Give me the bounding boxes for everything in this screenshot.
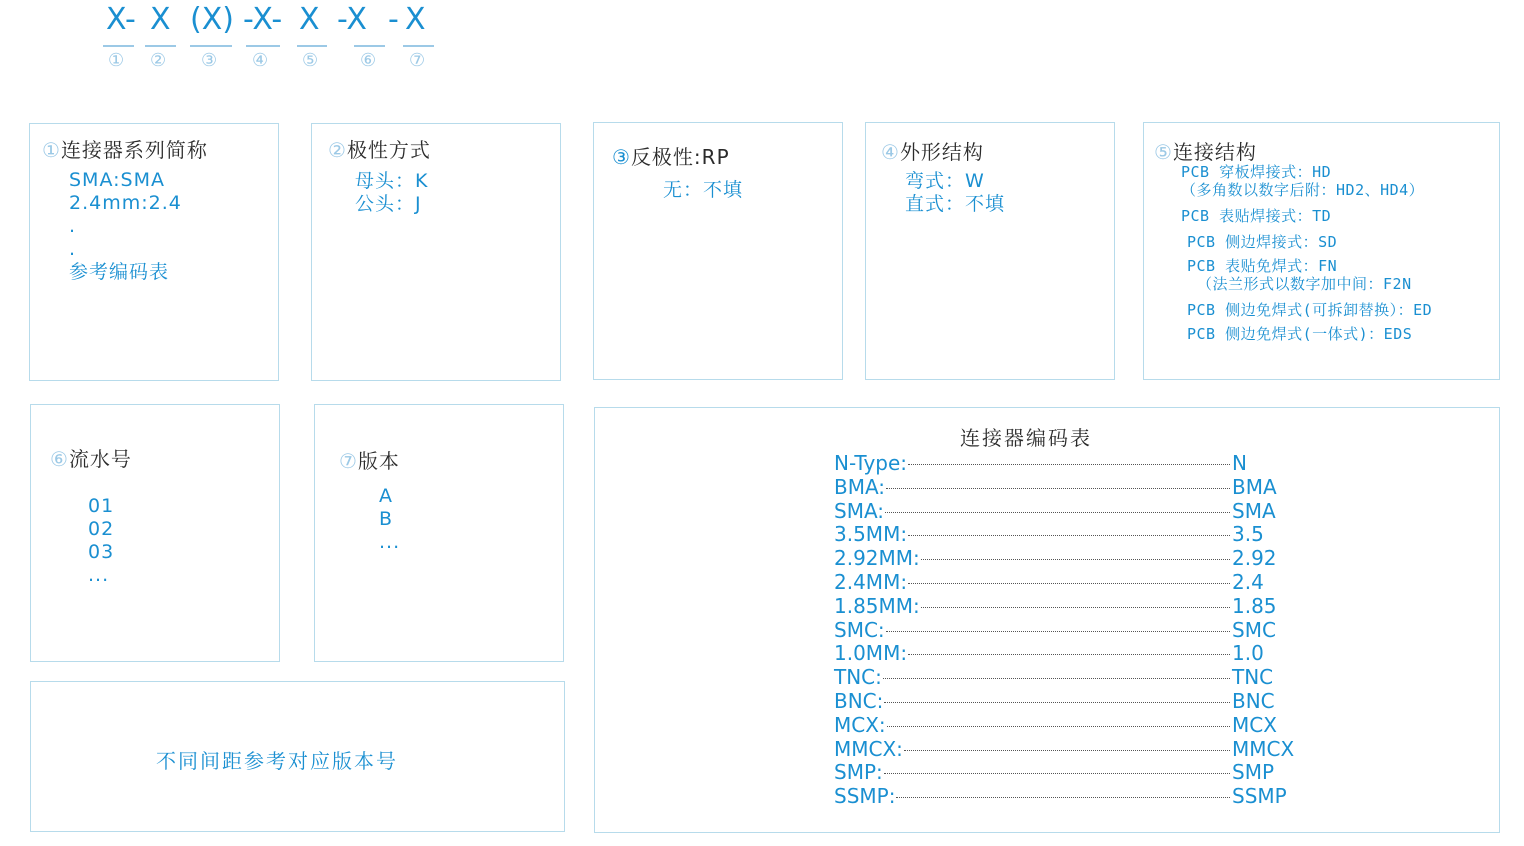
dotted-leader <box>908 535 1230 536</box>
segment-number-6: ⑥ <box>360 50 377 71</box>
card-title <box>1154 136 1257 165</box>
pattern-segment-6: -X <box>337 2 367 37</box>
circled-number: ⑦ <box>339 449 358 473</box>
underline-5 <box>297 45 327 47</box>
code-table-row <box>834 475 1304 499</box>
code-table-row <box>834 499 1304 523</box>
dotted-leader <box>885 512 1230 513</box>
body-line: （多角数以数字后附：HD2、HD4） <box>1181 181 1425 199</box>
body-line: ... <box>88 564 110 586</box>
body-line: 03 <box>88 541 115 563</box>
connector-code: MCX <box>1232 712 1277 737</box>
code-table-row <box>834 713 1304 737</box>
card-body <box>379 485 400 554</box>
card-title <box>50 443 132 472</box>
circled-number: ⑤ <box>1154 140 1173 164</box>
body-line: 02 <box>88 518 115 540</box>
card-title-text: 流水号 <box>68 447 132 471</box>
body-line: B <box>379 508 394 530</box>
body-line: 公头：J <box>355 193 422 215</box>
circled-number: ⑥ <box>50 447 69 471</box>
body-line: PCB 表贴焊接式：TD <box>1181 207 1332 225</box>
pattern-segment-7: - <box>388 2 399 37</box>
circled-number: ① <box>42 138 61 162</box>
dotted-leader <box>908 583 1230 584</box>
pattern-segment-8: X <box>405 2 426 37</box>
connector-code: 3.5 <box>1232 522 1264 547</box>
underline-7 <box>403 45 434 47</box>
code-table-row <box>834 618 1304 642</box>
code-table-row <box>834 451 1304 475</box>
body-line: PCB 表贴免焊式：FN <box>1187 257 1338 275</box>
underline-6 <box>354 45 385 47</box>
connector-code: BMA <box>1232 474 1277 499</box>
body-line: 直式：不填 <box>905 193 1006 215</box>
version-note-card <box>30 681 565 832</box>
serial-number-card <box>30 404 280 662</box>
connector-code: SMA <box>1232 498 1276 523</box>
card-body <box>69 169 182 284</box>
segment-number-1: ① <box>108 50 125 71</box>
dotted-leader <box>904 750 1230 751</box>
connector-code: SMP <box>1232 760 1275 785</box>
card-title-text: 连接结构 <box>1172 140 1257 164</box>
connector-code: BNC <box>1232 689 1275 713</box>
connector-name: SMP: <box>834 760 883 785</box>
dotted-leader <box>908 654 1230 655</box>
card-title <box>328 134 431 163</box>
connector-name: SMA: <box>834 498 885 523</box>
body-line: A <box>379 485 393 507</box>
code-table-row <box>834 784 1304 808</box>
shape-structure-card <box>865 122 1115 380</box>
dotted-leader <box>884 702 1230 703</box>
body-line: 01 <box>88 495 115 517</box>
connector-name: TNC: <box>834 665 882 690</box>
card-title <box>339 445 400 474</box>
code-table-row <box>834 689 1304 713</box>
body-line: 参考编码表 <box>69 261 170 283</box>
pattern-segment-1: X- <box>106 2 136 37</box>
segment-number-2: ② <box>150 50 167 71</box>
card-title-text: 连接器系列简称 <box>60 138 208 162</box>
card-title <box>42 134 208 163</box>
dotted-leader <box>884 773 1230 774</box>
code-table-row <box>834 641 1304 665</box>
card-body <box>88 495 114 587</box>
dotted-leader <box>921 607 1230 608</box>
card-title <box>881 136 984 165</box>
connector-name: 2.4MM: <box>834 570 908 594</box>
card-body <box>905 170 1005 216</box>
version-note-text: 不同间距参考对应版本号 <box>156 749 398 773</box>
card-body <box>1181 163 1432 343</box>
connector-code: 2.92 <box>1232 546 1277 571</box>
dotted-leader <box>883 678 1230 679</box>
card-title-text: 反极性:RP <box>630 145 730 169</box>
connector-name: SSMP: <box>834 784 896 809</box>
code-table-row <box>834 760 1304 784</box>
code-table-row <box>834 546 1304 570</box>
connector-name: 2.92MM: <box>834 546 920 571</box>
connector-name: BNC: <box>834 689 884 713</box>
connection-structure-card <box>1143 122 1500 380</box>
code-table-row <box>834 570 1304 594</box>
card-title-text: 极性方式 <box>346 138 431 162</box>
connector-name: 1.0MM: <box>834 641 908 666</box>
connector-code: 1.85 <box>1232 593 1277 618</box>
body-line: 2.4mm:2.4 <box>69 192 182 214</box>
series-abbreviation-card <box>29 123 279 381</box>
code-table-title: 连接器编码表 <box>960 426 1092 450</box>
card-title <box>612 141 730 170</box>
circled-number: ③ <box>612 145 631 169</box>
body-line: . <box>69 238 77 260</box>
connector-code: TNC <box>1232 665 1274 690</box>
connector-name: 3.5MM: <box>834 522 908 547</box>
card-title-text: 版本 <box>357 449 400 473</box>
connector-name: MMCX: <box>834 736 903 761</box>
dotted-leader <box>896 797 1230 798</box>
pattern-segment-2: X <box>150 2 171 37</box>
segment-number-4: ④ <box>252 50 269 71</box>
pattern-segment-4: -X- <box>243 2 283 37</box>
underline-1 <box>103 45 134 47</box>
reverse-polarity-card <box>593 122 843 380</box>
body-line: . <box>69 215 77 237</box>
dotted-leader <box>908 464 1230 465</box>
segment-number-7: ⑦ <box>409 50 426 71</box>
connector-name: MCX: <box>834 712 886 737</box>
body-line: 母头：K <box>355 170 429 192</box>
dotted-leader <box>886 488 1230 489</box>
connector-name: N-Type: <box>834 451 908 475</box>
card-body <box>355 170 428 216</box>
body-line: PCB 侧边焊接式：SD <box>1187 233 1338 251</box>
underline-2 <box>145 45 176 47</box>
body-line: PCB 穿板焊接式：HD <box>1181 163 1332 181</box>
underline-4 <box>246 45 280 47</box>
connector-name: BMA: <box>834 474 886 499</box>
circled-number: ② <box>328 138 347 162</box>
version-card <box>314 404 564 662</box>
pattern-segment-3: (X) <box>190 2 234 37</box>
connector-code: SSMP <box>1232 784 1287 809</box>
connector-code: N <box>1232 451 1247 475</box>
card-body <box>663 179 743 202</box>
connector-name: SMC: <box>834 617 885 642</box>
body-line: ... <box>379 531 401 553</box>
dotted-leader <box>921 559 1230 560</box>
body-line: 无：不填 <box>663 179 744 201</box>
segment-number-5: ⑤ <box>302 50 319 71</box>
connector-name: 1.85MM: <box>834 593 920 618</box>
underline-3 <box>190 45 232 47</box>
circled-number: ④ <box>881 140 900 164</box>
connector-code: 2.4 <box>1232 570 1264 594</box>
connector-code: SMC <box>1232 617 1276 642</box>
code-table-row <box>834 594 1304 618</box>
code-table-row <box>834 522 1304 546</box>
dotted-leader <box>887 726 1230 727</box>
pattern-segment-5: X <box>299 2 320 37</box>
code-table-row <box>834 737 1304 761</box>
polarity-card <box>311 123 561 381</box>
code-table-row <box>834 665 1304 689</box>
body-line: SMA:SMA <box>69 169 165 191</box>
body-line: PCB 侧边免焊式(一体式)：EDS <box>1187 325 1413 343</box>
body-line: 弯式：W <box>905 170 985 192</box>
body-line: PCB 侧边免焊式(可拆卸替换）：ED <box>1187 301 1433 319</box>
dotted-leader <box>886 631 1230 632</box>
segment-number-3: ③ <box>201 50 218 71</box>
body-line: （法兰形式以数字加中间：F2N <box>1197 275 1412 293</box>
connector-code: MMCX <box>1232 736 1295 761</box>
card-title-text: 外形结构 <box>899 140 984 164</box>
connector-code: 1.0 <box>1232 641 1264 666</box>
